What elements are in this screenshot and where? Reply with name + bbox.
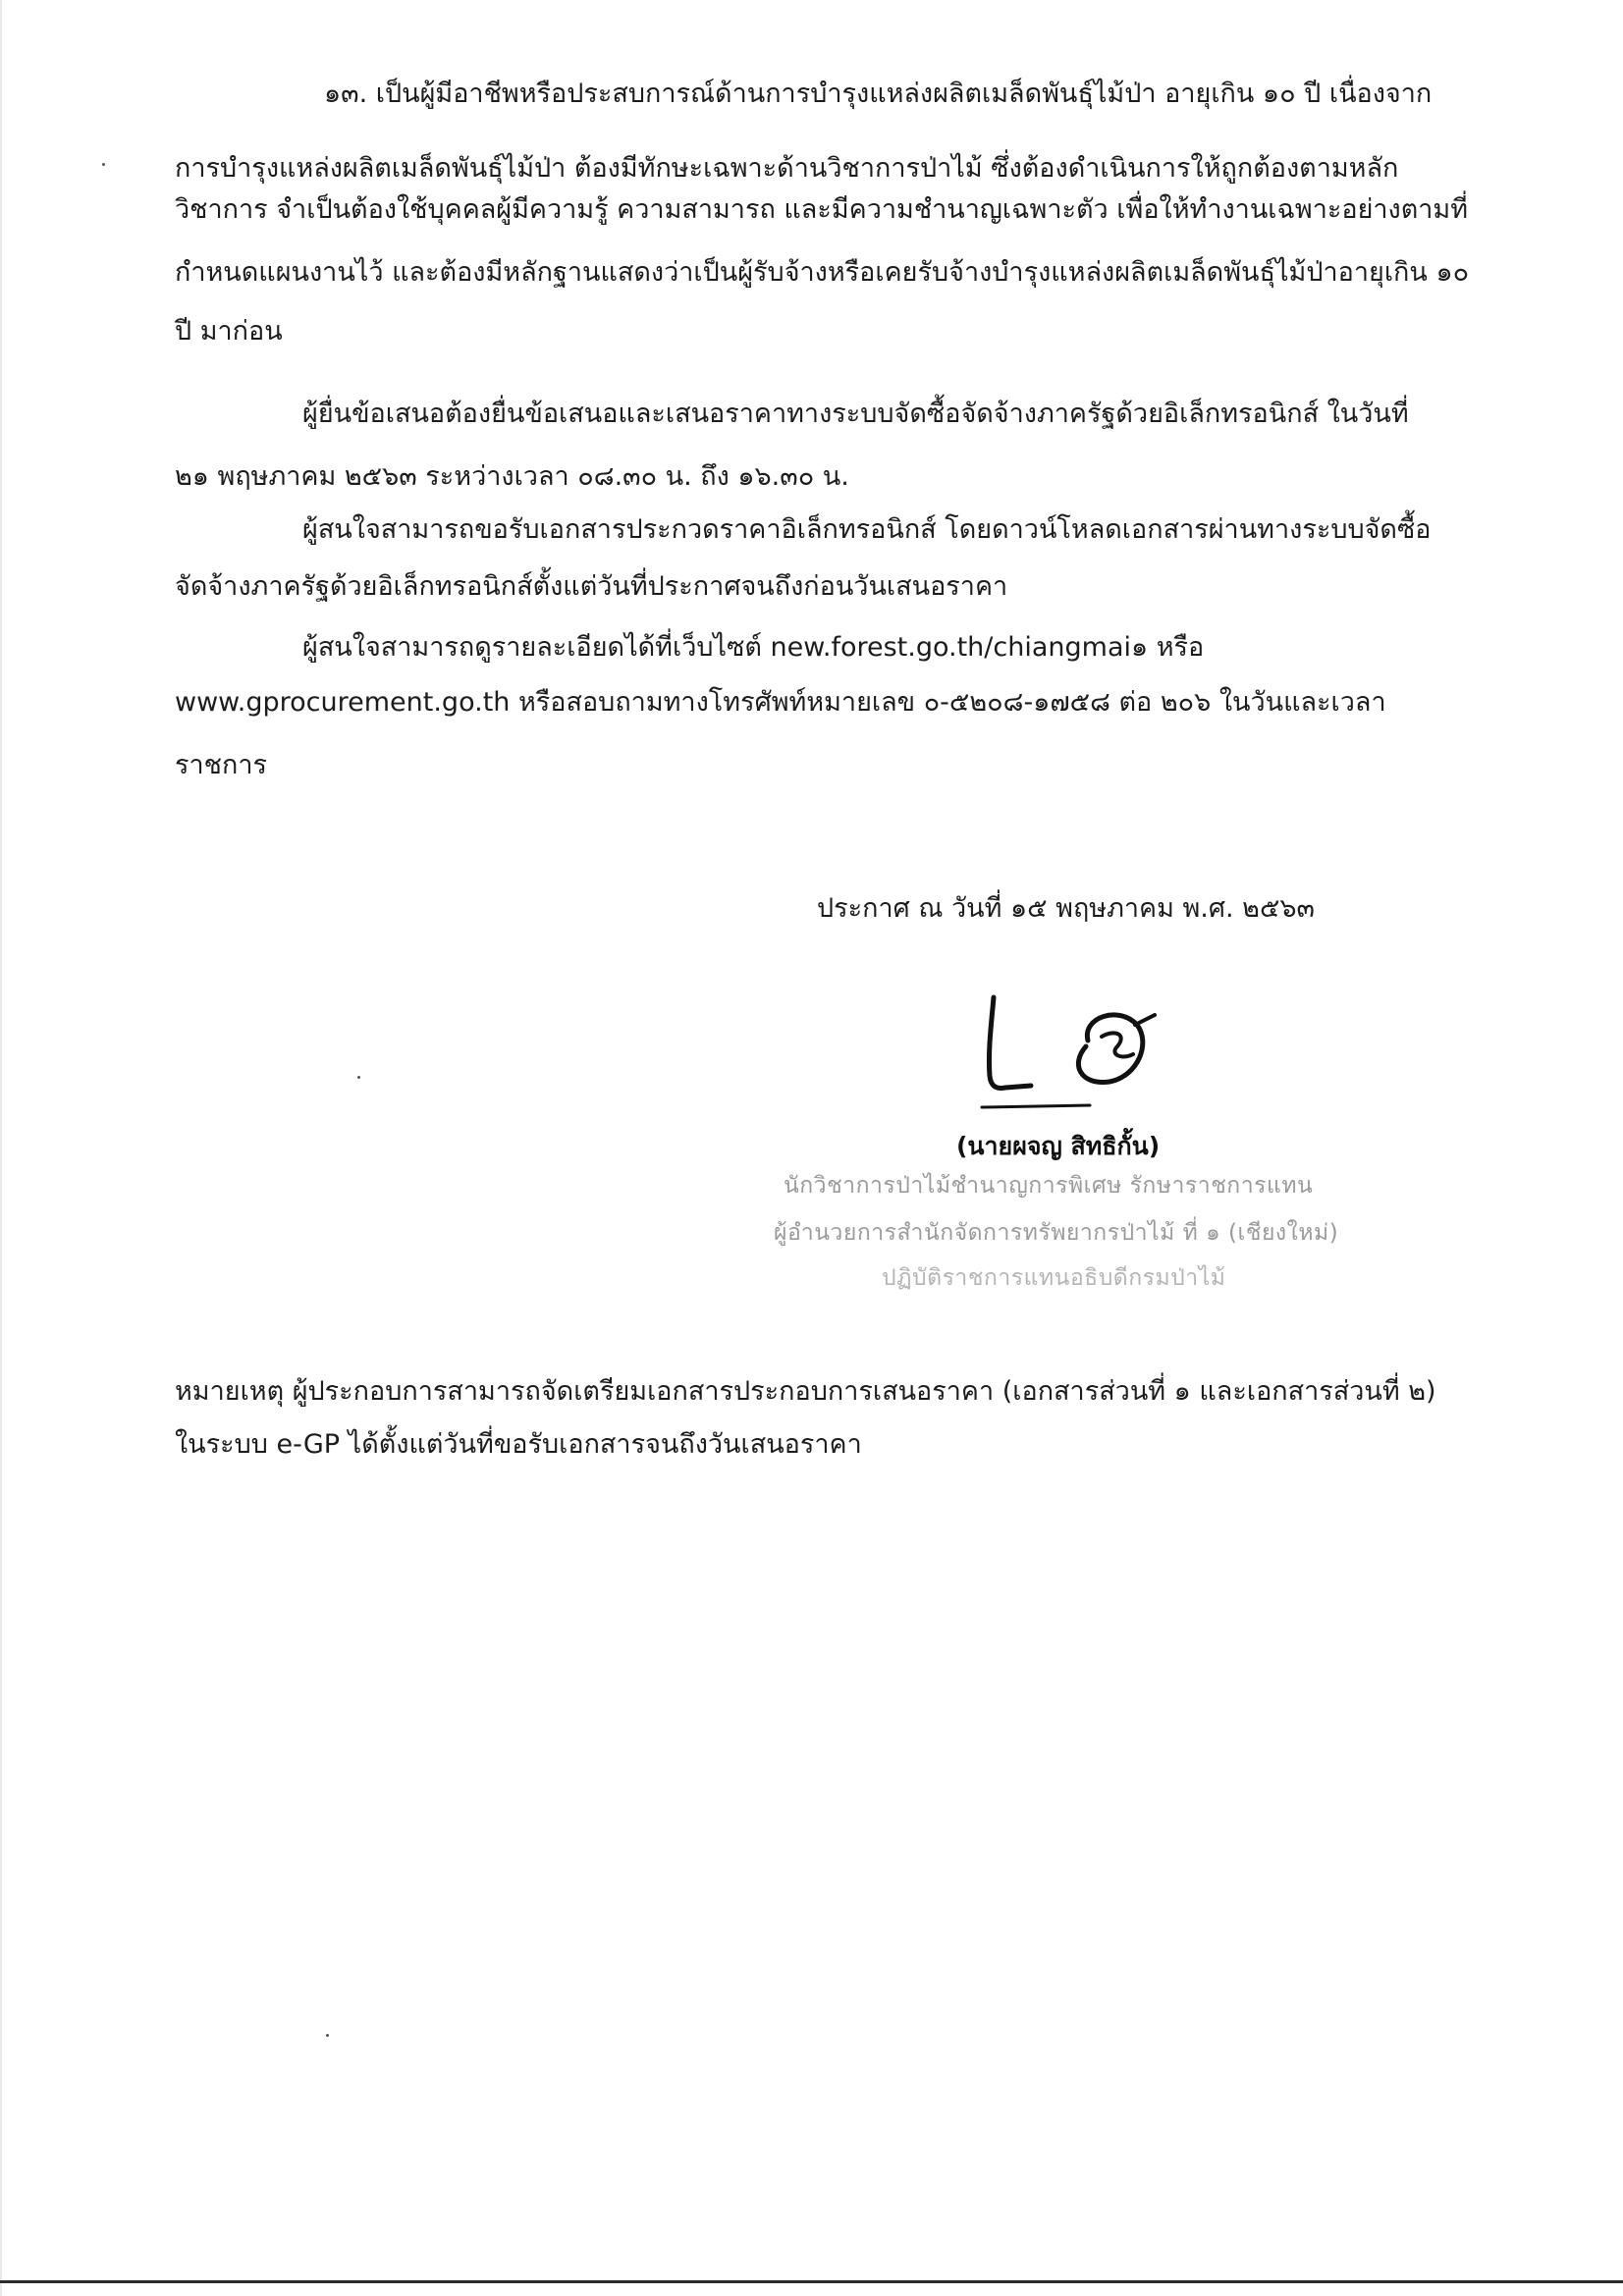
item13-line-3: วิชาการ จำเป็นต้องใช้บุคคลผู้มีความรู้ ความสามารถ และมีความชำนาญเฉพาะตัว เพื่อให้ทำงานเฉพาะอย่างตามที่ — [175, 194, 1469, 225]
scan-bottom-edge — [0, 2280, 1623, 2283]
item13-line-5: ปี มาก่อน — [175, 316, 283, 347]
scan-speck — [357, 1076, 360, 1079]
scan-speck — [326, 2034, 329, 2037]
documents-line-1: ผู้สนใจสามารถขอรับเอกสารประกวดราคาอิเล็กทรอนิกส์ โดยดาวน์โหลดเอกสารผ่านทางระบบจัดซื้อ — [302, 514, 1432, 545]
contact-line-3: ราชการ — [175, 750, 267, 780]
announcement-date: ประกาศ ณ วันที่ ๑๕ พฤษภาคม พ.ศ. ๒๕๖๓ — [817, 893, 1316, 924]
signatory-position-3: ปฏิบัติราชการแทนอธิบดีกรมป่าไม้ — [882, 1265, 1226, 1291]
contact-line-1: ผู้สนใจสามารถดูรายละเอียดได้ที่เว็บไซต์ new.forest.go.th/chiangmai๑ หรือ — [302, 632, 1205, 663]
contact-line-2: www.gprocurement.go.th หรือสอบถามทางโทรศัพท์หมายเลข ๐-๕๒๐๘-๑๗๕๘ ต่อ ๒๐๖ ในวันและเวลา — [175, 687, 1386, 718]
remark-line-1: หมายเหตุ ผู้ประกอบการสามารถจัดเตรียมเอกสารประกอบการเสนอราคา (เอกสารส่วนที่ ๑ และเอกสารส่วนที่ ๒) — [175, 1376, 1436, 1407]
item13-line-1: ๑๓. เป็นผู้มีอาชีพหรือประสบการณ์ด้านการบำรุงแหล่งผลิตเมล็ดพันธุ์ไม้ป่า อายุเกิน ๑๐ ปี เนื่องจาก — [324, 79, 1433, 109]
submission-line-1: ผู้ยื่นข้อเสนอต้องยื่นข้อเสนอและเสนอราคาทางระบบจัดซื้อจัดจ้างภาครัฐด้วยอิเล็กทรอนิกส์ ในวันที่ — [302, 399, 1409, 429]
signatory-position-2: ผู้อำนวยการสำนักจัดการทรัพยากรป่าไม้ ที่ ๑ (เชียงใหม่) — [774, 1220, 1339, 1246]
scan-edge — [0, 0, 2, 2296]
signatory-name: (นายผจญ สิทธิกั้น) — [956, 1132, 1161, 1160]
documents-line-2: จัดจ้างภาครัฐด้วยอิเล็กทรอนิกส์ตั้งแต่วันที่ประกาศจนถึงก่อนวันเสนอราคา — [175, 571, 1008, 602]
signatory-position-1: นักวิชาการป่าไม้ชำนาญการพิเศษ รักษาราชการแทน — [784, 1173, 1314, 1199]
submission-line-2: ๒๑ พฤษภาคม ๒๕๖๓ ระหว่างเวลา ๐๘.๓๐ น. ถึง ๑๖.๓๐ น. — [175, 461, 849, 492]
item13-line-4: กำหนดแผนงานไว้ และต้องมีหลักฐานแสดงว่าเป็นผู้รับจ้างหรือเคยรับจ้างบำรุงแหล่งผลิตเมล็ดพันธุ์ไม้ป่าอายุเกิน ๑๐ — [175, 257, 1470, 288]
scan-speck — [102, 163, 105, 166]
remark-line-2: ในระบบ e-GP ได้ตั้งแต่วันที่ขอรับเอกสารจนถึงวันเสนอราคา — [175, 1429, 862, 1460]
handwritten-signature — [972, 982, 1168, 1119]
item13-line-2: การบำรุงแหล่งผลิตเมล็ดพันธุ์ไม้ป่า ต้องมีทักษะเฉพาะด้านวิชาการป่าไม้ ซึ่งต้องดำเนินการให้ถูกต้องตามหลัก — [175, 153, 1399, 184]
